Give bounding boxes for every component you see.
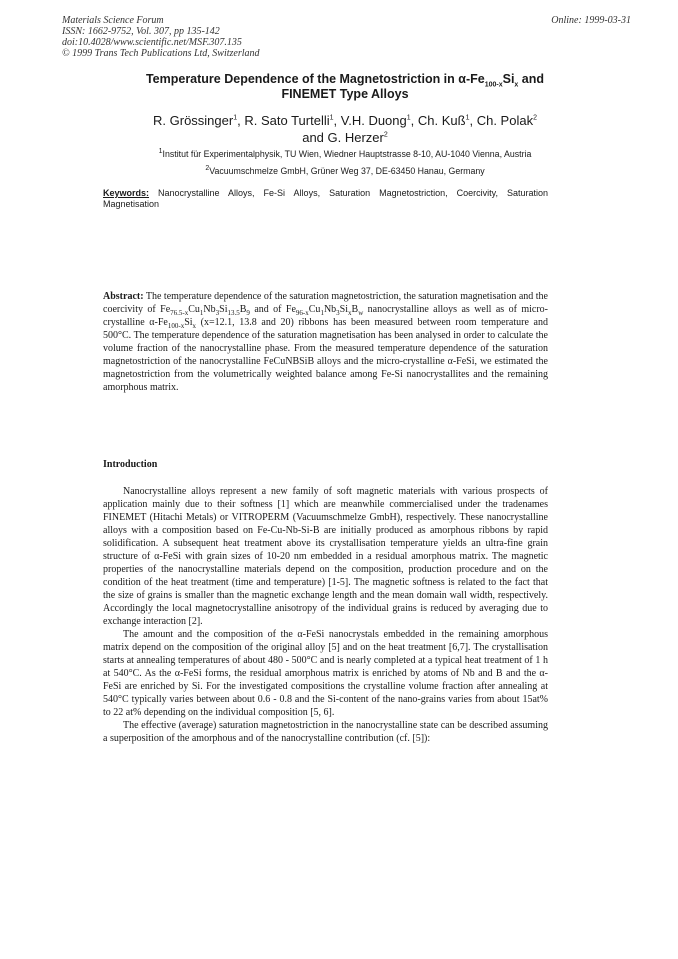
issn-line: ISSN: 1662-9752, Vol. 307, pp 135-142 [62,26,220,37]
affiliation-1: $^1$Institut für Experimentalphysik, TU Wien, Wiedner Hauptstrasse 8-10, AU-1040 Vienna, Austria [158,148,532,159]
paragraph: The effective (average) saturation magnetostriction in the nanocrystalline state can be described assuming a superposition of the amorphous and of the nanocrystalline contribution (cf. [5]): [103,720,548,744]
paper-title: Temperature Dependence of the Magnetostriction in $\alpha-Fe_{100-x}Si_x$ and FINEMET Type Alloys [145,72,545,101]
journal-header [62,15,260,59]
keywords-text: Nanocrystalline Alloys, Fe-Si Alloys, Saturation Magnetostriction, Coercivity, Saturation Magnetisation [103,188,548,209]
abstract-label: Abstract: [103,291,144,302]
abstract: Abstract: The temperature dependence of the saturation magnetostriction, the saturation magnetisation and the coercivity of $Fe_{76.5-x}Cu_1Nb_3Si_{13.5}B_9$ and of $Fe_{96-x}Cu_1Nb_3Si_xB_w$ nanocrystalline alloys as well as of micro-crystalline $\alpha-Fe_{100-x}Si_x$ (x=12.1, 13.8 and 20) ribbons has been measured between room temperature and 500°C. The temperature dependence of the saturation magnetisation has been analysed in order to calculate the volume fraction of the nanocrystalline phase. From the measured temperature dependence of the saturation magnetostriction of the nanocrystalline FeCuNBSiB alloys and the micro-crystalline α-FeSi, we estimated the magnetostriction from the volumetrically weighted balance among Fe-Si nanocrystallites and the remaining amorphous matrix. [103,291,548,393]
journal-name: Materials Science Forum [62,15,164,26]
affiliation-2: $^2$Vacuumschmelze GmbH, Grüner Weg 37, DE-63450 Hanau, Germany [205,165,485,176]
introduction-heading: Introduction [103,459,158,470]
keywords [103,188,548,210]
keywords-label: Keywords: [103,188,150,198]
online-date: Online: 1999-03-31 [551,15,631,26]
doi-line: doi:10.4028/www.scientific.net/MSF.307.135 [62,37,242,48]
author-list: R. Grössinger$^1$, R. Sato Turtelli$^1$, V.H. Duong$^1$, Ch. Kuß$^1$, Ch. Polak$^2$ and G. Herzer$^2$ [153,113,537,145]
paragraph: Nanocrystalline alloys represent a new family of soft magnetic materials with various prospects of application mainly due to their softness [1] which are meanwhile commercialised under the tradenames FINEMET (Hitachi Metals) or VITROPERM (Vacuumschmelze GmbH), respectively. These nanocrystalline alloys with a composition based on Fe-Cu-Nb-Si-B are initially produced as amorphous ribbons by rapid solidification. A subsequent heat treatment above its crystallisation temperature yields an ultra-fine grain structure of α-FeSi with grain sizes of 10-20 nm embedded in a residual amorphous matrix. The magnetic properties of the nanocrystalline materials depend on the composition, production procedure and on the condition of the heat treatment (time and temperature) [1-5]. The magnetic softness is related to the fact that the size of grains is smaller than the magnetic exchange length and the mean domain wall width, respectively. Accordingly the local magnetocrystalline anisotropy of the individual grains is reduced by averaging due to exchange interaction [2]. [103,486,548,627]
introduction-body [103,485,548,745]
paragraph: The amount and the composition of the α-FeSi nanocrystals embedded in the remaining amorphous matrix depend on the composition of the original alloy [5] and on the heat treatment [6,7]. The crystallisation starts at annealing temperatures of about 480 - 500°C and is nearly completed at a typical heat treatment of 1 h at 540°C. As the α-FeSi forms, the residual amorphous matrix is enriched by atoms of Nb and B and the α-FeSi are enriched by Si. For the investigated compositions the crystalline volume fraction after annealing at 540°C typically varies between about 0.6 - 0.8 and the Si-content of the nano-grains varies from about 15at% to 22 at% depending on the individual composition [5, 6]. [103,629,548,718]
copyright-line: © 1999 Trans Tech Publications Ltd, Switzerland [62,48,260,59]
